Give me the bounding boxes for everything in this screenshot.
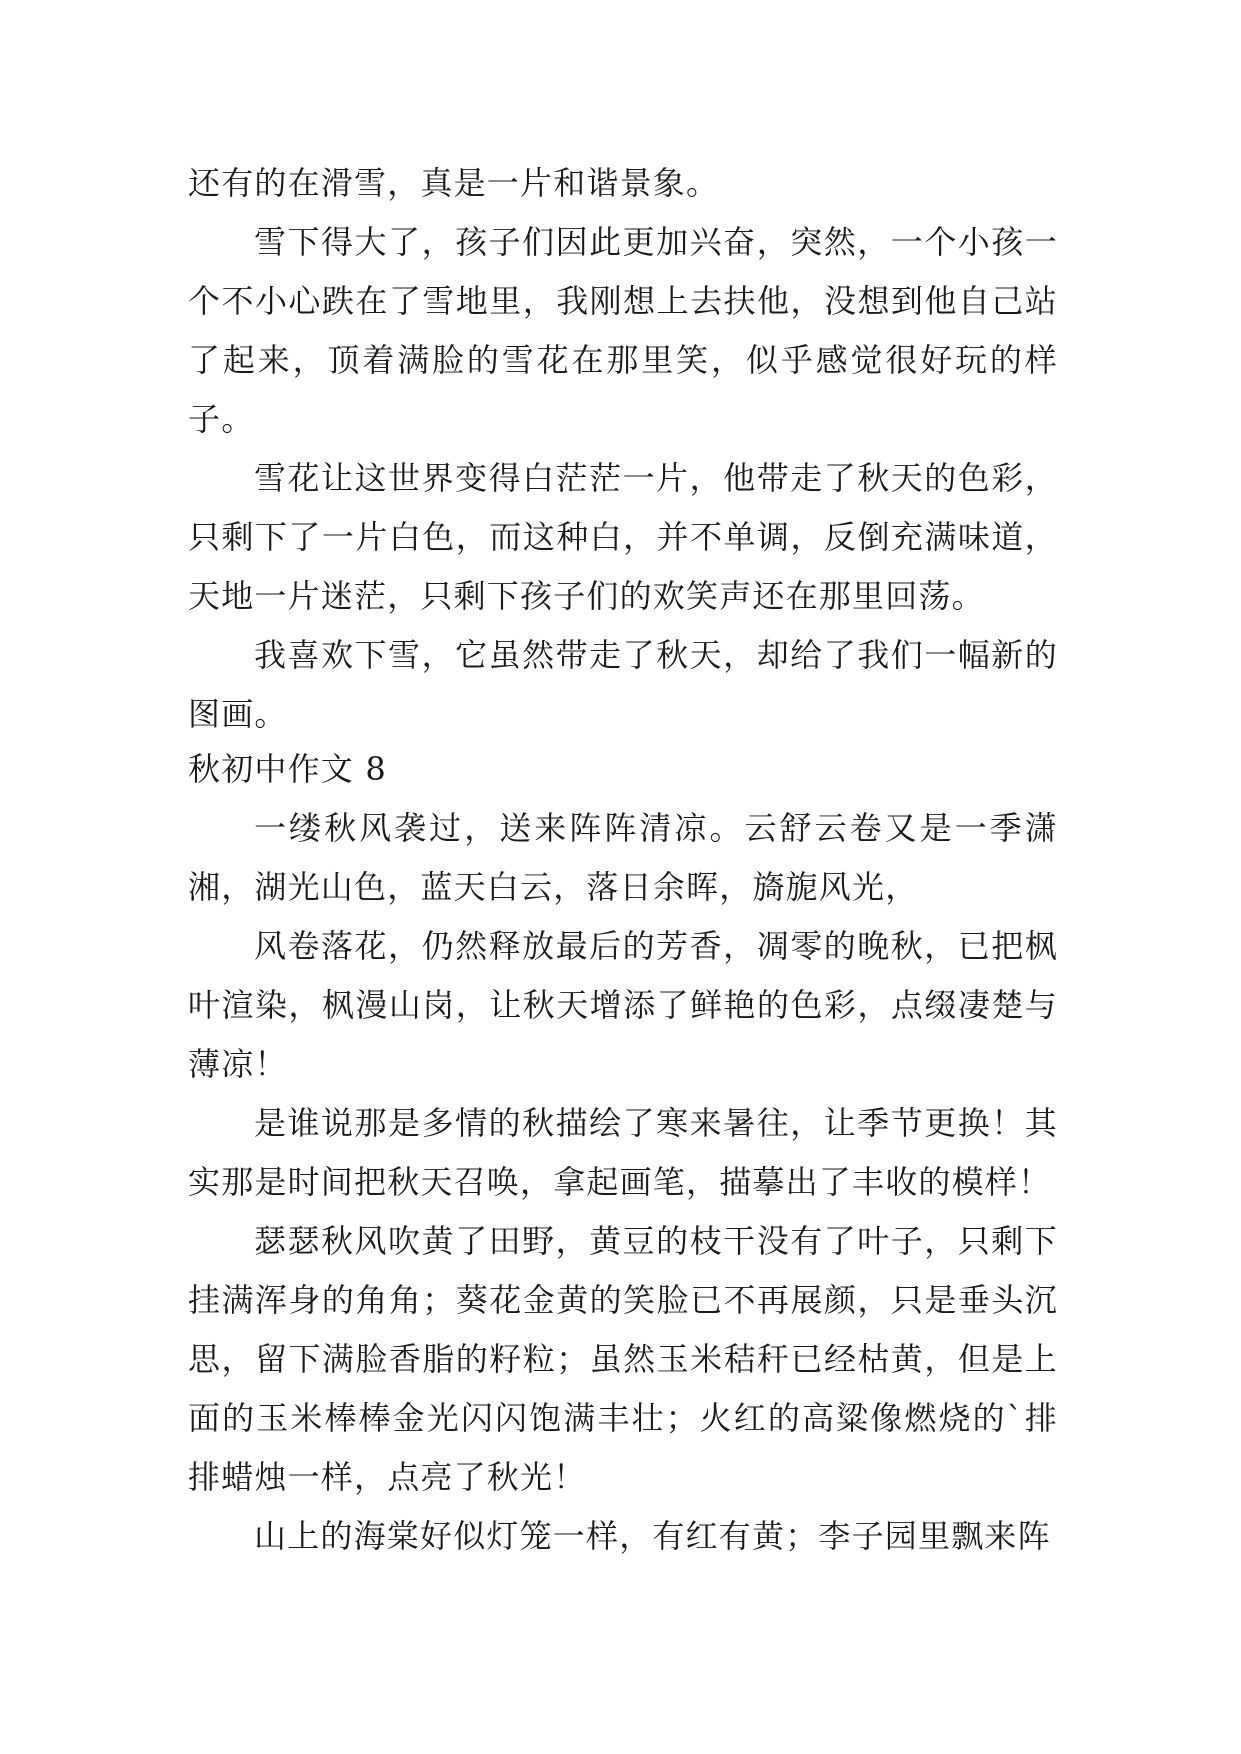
paragraph: 风卷落花，仍然释放最后的芳香，凋零的晚秋，已把枫叶渲染，枫漫山岗，让秋天增添了鲜艳的色彩，点缀凄楚与薄凉！ (188, 927, 1058, 1083)
paragraph: 雪下得大了，孩子们因此更加兴奋，突然，一个小孩一个不小心跌在了雪地里，我刚想上去扶他，没想到他自己站了起来，顶着满脸的雪花在那里笑，似乎感觉很好玩的样子。 (188, 223, 1058, 438)
text-block-top (188, 154, 1058, 744)
paragraph: 雪花让这世界变得白茫茫一片，他带走了秋天的色彩，只剩下了一片白色，而这种白，并不单调，反倒充满味道，天地一片迷茫，只剩下孩子们的欢笑声还在那里回荡。 (188, 459, 1058, 615)
paragraph: 我喜欢下雪，它虽然带走了秋天，却给了我们一幅新的图画。 (188, 636, 1058, 733)
paragraph: 一缕秋风袭过，送来阵阵清凉。云舒云卷又是一季潇湘，湖光山色，蓝天白云，落日余晖，旖旎风光， (188, 809, 1058, 906)
text-block-essay-8 (188, 740, 1058, 1566)
paragraph: 是谁说那是多情的秋描绘了寒来暑往，让季节更换！其实那是时间把秋天召唤，拿起画笔，描摹出了丰收的模样！ (188, 1104, 1058, 1201)
paragraph: 山上的海棠好似灯笼一样，有红有黄；李子园里飘来阵 (254, 1517, 1051, 1555)
paragraph: 还有的在滑雪，真是一片和谐景象。 (188, 164, 720, 202)
paragraph: 瑟瑟秋风吹黄了田野，黄豆的枝干没有了叶子，只剩下挂满浑身的角角；葵花金黄的笑脸已不再展颜，只是垂头沉思，留下满脸香脂的籽粒；虽然玉米秸秆已经枯黄，但是上面的玉米棒棒金光闪闪饱满丰壮；火红的高粱像燃烧的`排排蜡烛一样，点亮了秋光！ (188, 1222, 1058, 1496)
section-title: 秋初中作文 8 (188, 750, 387, 788)
